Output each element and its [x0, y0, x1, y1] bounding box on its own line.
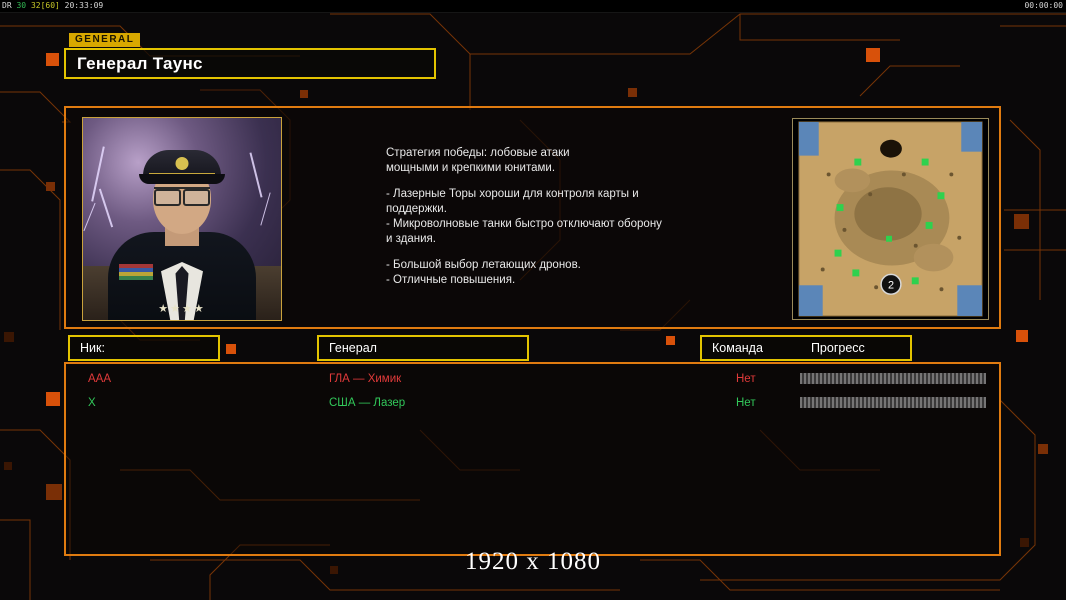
player-faction: США — Лазер [329, 397, 406, 409]
player-team: Нет [736, 373, 756, 385]
deco-block [1020, 538, 1029, 547]
player-list-panel [64, 362, 1001, 556]
header-team-progress [700, 335, 912, 361]
deco-block [4, 332, 14, 342]
description-intro [386, 146, 786, 176]
map-preview[interactable] [792, 118, 989, 320]
cap-emblem-icon [176, 157, 189, 170]
debug-memory: 32[60] [30, 1, 60, 10]
deco-block [46, 484, 62, 500]
map-preview-image [793, 119, 988, 319]
deco-block [666, 336, 675, 345]
deco-block [1038, 444, 1048, 454]
header-general [317, 335, 529, 361]
cap-brim [139, 174, 225, 184]
header-team-label: Команда [712, 341, 763, 355]
deco-block [226, 344, 236, 354]
description-line-1: Стратегия победы: лобовые атаки [386, 147, 570, 159]
bullet-1-a: - Лазерные Торы хороши для контроля карты и [386, 188, 639, 200]
bullet-2-a: - Микроволновые танки быстро отключают оборону [386, 218, 662, 230]
deco-block [300, 90, 308, 98]
table-row[interactable] [66, 392, 999, 414]
deco-block [1016, 330, 1028, 342]
rank-stars: ★★★★ [158, 303, 206, 315]
debug-status-bar [0, 0, 1066, 13]
glasses-icon [154, 187, 210, 202]
deco-block [46, 392, 60, 406]
bullet-1-b: поддержки. [386, 203, 447, 215]
bullet-3: - Большой выбор летающих дронов. [386, 259, 581, 271]
deco-block [628, 88, 637, 97]
portrait-figure [107, 160, 257, 320]
general-description [386, 146, 786, 288]
header-nick-label: Ник: [80, 341, 105, 355]
description-bullets [386, 187, 786, 247]
deco-block [46, 182, 55, 191]
player-nick: X [88, 397, 96, 409]
header-nick [68, 335, 220, 361]
general-portrait [82, 117, 282, 321]
player-progress-bar [800, 397, 986, 408]
deco-block [1014, 214, 1029, 229]
start-position-number: 2 [887, 279, 895, 292]
debug-fps: 30 [16, 1, 27, 10]
header-progress-label: Прогресс [810, 341, 865, 355]
player-faction: ГЛА — Химик [329, 373, 402, 385]
medal-ribbons [119, 264, 153, 280]
bullet-4: - Отличные повышения. [386, 274, 516, 286]
player-progress-bar [800, 373, 986, 384]
table-row[interactable] [66, 368, 999, 390]
resolution-label: 1920 x 1080 [465, 548, 601, 575]
general-title-box [64, 48, 436, 79]
deco-block [866, 48, 880, 62]
debug-status-left [2, 1, 103, 10]
player-team: Нет [736, 397, 756, 409]
deco-block [46, 53, 59, 66]
description-line-2: мощными и крепкими юнитами. [386, 162, 556, 174]
debug-clock: 20:33:09 [64, 1, 104, 10]
description-bullets-2 [386, 258, 786, 288]
page-title: Генерал Таунс [77, 53, 203, 73]
general-label-tag: GENERAL [69, 33, 140, 47]
bullet-2-b: и здания. [386, 233, 436, 245]
general-info-panel [64, 106, 1001, 329]
debug-prefix: DR [2, 1, 12, 10]
player-nick: ААА [88, 373, 112, 385]
deco-block [4, 462, 12, 470]
header-general-label: Генерал [329, 341, 377, 355]
match-timer: 00:00:00 [1024, 1, 1063, 10]
